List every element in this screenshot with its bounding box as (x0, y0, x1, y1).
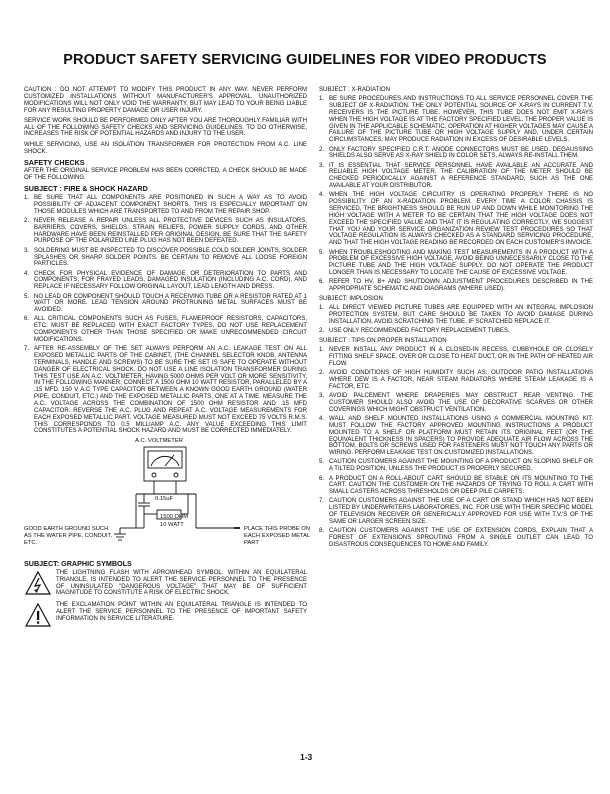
leakage-test-diagram (24, 438, 311, 556)
list-item (24, 294, 307, 315)
list-item-text: ONLY FACTORY SPECIFIED C.R.T. ANODE CONNECTORS MUST BE USED. DEGAUSSING SHIELDS ALSO SERVE AS X-RAY SHIELD IN COLOR SETS, ALWAYS RE-INSTALL THEM. (329, 146, 593, 160)
xray-heading: SUBJECT : X-RADIATION (319, 87, 391, 93)
capacitor-label: 0.15uF (155, 496, 174, 503)
list-item-text: NEVER RELEASE A REPAIR UNLESS ALL PROTECTIVE DEVICES SUCH AS INSULATORS, BARRIERS, COVERS, SHIELDS, STRAIN RELIEFS, POWER SUPPLY CORDS, AND OTHER HARDWARE HAVE BEEN REINSTALLED PER ORIGINAL DESIGN. BE SURE THAT THE SAFETY PURPOSE OF THE POLARIZED LINE PLUG HAS NOT BEEN DEFEATED. (34, 217, 307, 245)
list-item (24, 218, 307, 245)
list-item (319, 528, 593, 549)
lightning-symbol-text: THE LIGHTNING FLASH WITH APROWHEAD SYMBOL. WITHIN AN EQUILATERAL TRIANGLE, IS INTENDED TO ALERT THE SERVICE PERSONNEL TO THE PRESENCE OF UNINSULATED "DANGEROUS VOLTAGE" THAT MAY BE OF SUFFICIENT MAGNITUDE TO CONSTITUTE A RISK OF ELECTRIC SHOCK. (56, 569, 307, 597)
list-item (319, 192, 593, 247)
list-item (319, 147, 593, 161)
lightning-symbol-row (24, 570, 307, 598)
left-column (24, 87, 311, 634)
list-item-number: 3. (24, 247, 30, 254)
list-item-number: 3. (319, 393, 325, 400)
intro-paragraph: WHILE SERVICING, USE AN ISOLATION TRANSFORMER FOR PROTECTION FROM A.C. LINE SHOCK. (24, 141, 307, 155)
installation-tips-heading: SUBJECT : TIPS ON PROPER INSTALLATION (319, 337, 447, 344)
list-item-text: IT IS ESSENTIAL THAT SERVICE PERSONNEL HAVE AVAILABLE AN ACCURATE AND RELIABLE HIGH VOLTAGE METER. THE CALIBRATION OF THE METER SHOULD BE CHECKED PERIODICALLY AGAINST A REFERENCE STANDARD, SUCH AS THE ONE AVAILABLE AT YOUR DISTRIBUTOR. (329, 162, 593, 190)
list-item (319, 305, 593, 326)
list-item (319, 393, 593, 414)
list-item-number: 1. (24, 195, 30, 202)
list-item-number: 4. (319, 415, 325, 422)
list-item-number: 1. (319, 96, 325, 103)
lightning-triangle-icon (24, 570, 56, 598)
list-item-number: 2. (319, 370, 325, 377)
list-item-text: CHECK FOR PHYSICAL EVIDENCE OF DAMAGE OR DETERIORATION TO PARTS AND COMPONENTS, FOR FRAYED LEADS, DAMAGED INSULATION (INCLUDING A.C. CORD), AND REPLACE IF NECESSARY FOLLOW ORIGINAL LAYOUT, LEAD LENGTH AND DRESS. (34, 270, 307, 291)
safety-checks-text: AFTER THE ORIGINAL SERVICE PROBLEM HAS BEEN CORRCTED, A CHECK SHOULD BE MADE OF THE FOLLOWING. (24, 168, 307, 182)
list-item-number: 4. (24, 270, 30, 277)
list-item-number: 5. (319, 459, 325, 466)
safety-checks-heading: SAFETY CHECKS (24, 157, 85, 167)
list-item-text: REFER TO HV, B+ AND SHUTDOWN ADJUSTMENT PROCEDURES DESCRIBED IN THE APPROPRIATE SCHEMATIC AND DIAGRAMS (WHERE USED). (329, 279, 593, 293)
list-item-number: 2. (319, 328, 325, 335)
list-item-text: USE ONLY RECOMMENDED FACTORY REPLACEMENT TUBES. (329, 328, 510, 335)
list-item (319, 250, 593, 277)
intro-section (24, 87, 307, 155)
list-item-text: WHEN THE HIGH VOLTAGE CIRCUITRY IS OPERATING PROPERLY THERE IS NO POSSIBILITY OF AN X-RADIATION PROBLEM. EVERY TIME A COLOR CHASSIS IS SERVICED, THE BRIGHTNESS SHOULD BE RUN UP AND DOWN WHILE MONITORING THE HIGH VOLTAGE WITH A METER TO BE CERTAIN THAT THE HIGH VOLTAGE DOES NOT EXCEED THE SPECIFIED VALUE AND THAT IT IS REGULATING CORRECTLY, WE SUGGEST THAT YOU AND YOUR SERVICE ORGANIZATION REVIEW TEST PROCEDURES SO THAT VOLTAGE REGULATION IS ALWAYS CHECKED AS A STANDARD SERVICING PROCEDURE, AND THAT THE HIGH VOLTAGE READING BE RECORDED ON EACH CUSTOMER'S INVOICE. (329, 192, 593, 247)
list-item-number: 5. (24, 293, 30, 300)
graphic-symbols-heading: SUBJECT: GRAPHIC SYMBOLS (24, 559, 132, 569)
list-item-number: 3. (319, 162, 325, 169)
page-number: 1-3 (300, 752, 313, 762)
list-item (319, 459, 593, 473)
voltmeter-terminal-left (152, 473, 156, 477)
list-item-text: WALL AND SHELF MOUNTED INSTALLATIONS USING A COMMERCIAL MOUNTING KIT. MUST FOLLOW THE FACTORY APPROVED MOUNTING INSTRUCTIONS A PRODUCT MOUNTED TO A SHELF OR PLATFORM MUST RETAIN ITS ORIGINAL FEET (OR THE EQUIVALENT THICKNESS IN SPACERS) TO PROVIDE ADEQUATE AIR FLOW ACROSS THE BOTTOM. BOLTS OR SCREWS USED FOR FASTENERS MUST NOT TOUCH ANY PARTS OR WIRING. PERFORM LEAKAGE TEST ON CUSTOMIZED INSTALLATIONS. (329, 415, 593, 457)
list-item (319, 347, 593, 368)
list-item (319, 96, 593, 144)
list-item-text: A PRODUCT ON A ROLL-ABOUT CART SHOULD BE STABLE ON ITS MOUNTING TO THE CART. CAUTION THE CUSTOMER ON THE HAZARDS OF TRYING TO ROLL A CART WITH SMALL CASTERS ACROSS THRESHOLDS OR DEEP PILE CARPETS. (329, 475, 593, 496)
list-item-text: NEVER INSTALL ANY PRODUCT IN A CLOSED-IN RECESS, CUBBYHOLE OR CLOSELY FITTING SHELF SPACE. OVER OR CLOSE TO HEAT DUCT, OR IN THE PATH OF HEATED AIR FLOW. (329, 347, 593, 367)
exclamation-symbol-row (24, 602, 307, 630)
list-item (319, 498, 593, 525)
list-item-number: 6. (319, 279, 325, 286)
earth-ground-label: GOOD EARTH GROUND SUCH AS THE WATER PIPE, CONDUIT, ETC. (24, 526, 113, 547)
list-item-text: ALL CRITICAL COMPONENTS SUCH AS FUSES, FLAMEPROOF RESISTORS, CAPACITORS, ETC. MUST BE REPLACED WITH EXACT FACTORY TYPES, DO NOT USE REPLACEMENT COMPONENTS OTHER THAN THOSE SPECIFIED OR MAKE UNRECOMMENDED CIRCUIT MODIFICATIONS. (34, 316, 307, 344)
fire-shock-heading: SUBJECT : FIRE & SHOCK HAZARD (24, 184, 148, 194)
voltmeter-box (144, 447, 186, 481)
list-item-number: 6. (319, 475, 325, 482)
implosion-list (319, 305, 593, 335)
resistor-ohm-label: 1500 OHM (160, 514, 189, 521)
list-item-text: ALL DIRECT VIEWED PICTURE TUBES ARE EQUIPPED WITH AN INTEGRAL IMPLOSION PROTECTION SYSTEM, BUT CARE SHOULD BE TAKEN TO AVOID DAMAGE DURING INSTALLATION, AVOID SCRATCHING THE TUBE. IF SCRATCHED REPLACE IT. (329, 305, 593, 325)
list-item-number: 6. (24, 316, 30, 323)
page-title: PRODUCT SAFETY SERVICING GUIDELINES FOR VIDEO PRODUCTS (63, 52, 547, 68)
list-item-text: NO LEAD OR COMPONENT SHOULD TOUCH A RECEIVING TUBE OR A RESISTOR RATED AT 1 WATT OR MORE. LEAD TENSION AROUND PROTRUNING METAL SURFACES MUST BE AVOIDED. (34, 293, 307, 314)
list-item (24, 195, 307, 216)
list-item-text: AFTER RE-ASSEMBLY OF THE SET ALWAYS PERFORM AN A.C. LEAKAGE TEST ON ALL EXPOSED METALLIC PARTS OF THE CABINET, (THE CHANNEL SELECTOR KNOB, ANTENNA TERMINALS, HANDLE AND SCREWS) TO BE SURE THE SET IS SAFE TO OPERATE WITHOUT DANGER OF ELECTRICAL SHOCK. DO NOT USE A LINE ISOLATION TRANSFORMER DURING THIS TEST USE AN A.C. VOLTMETER, HAVING 5000 OHMS PER VOLT OR MORE SENSITIVITY, IN THE FOLLOWING MANNER; CONNECT A 1500 OHM 10 WATT RESISTOR, PARALLELED BY A .15 MFD. 150 V A.C TYPE CAPACITOR BETWEEN A KNOWN GOOD EARTH GROUND (WATER PIPE, CONDUIT, ETC.) AND THE EXPOSED METALLIC PARTS, ONE AT A TIME. MEASURE THE A.C. VOLTAGE ACROSS THE COMBINATION OF 1500 OHM RESISTOR AND .15 MFD CAPACITOR. REVERSE THE A.C. PLUG AND REPEAT A.C. VOLTAGE MEASUREMENTS FOR EACH EXPOSED METALLIC PART. VOLTAGE MEASURED MUST NOT EXCEED 75 VOLTS R.M.S. THIS CORRESPONDS TO 0.5 MILLIAMP A.C. ANY VALUE EXCEEDING THIS LIMIT CONSTITUTES A POTENTIAL SHOCK HAZARD AND MUST BE CORRECTED IMMEDIATELY. (34, 346, 307, 435)
intro-paragraph: SERVICE WORK SHOULD BE PERFORMED ONLY AFTER YOU ARE THOROUGHLY FAMILIAR WITH ALL OF THE FOLLOWING SAFETY CHECKS AND SERVICING GUIDELINES. TO DO OTHERWISE, INCREASES THE RISK OF POTENTIAL HAZARDS AND INJURY TO THE USER. (24, 117, 307, 138)
list-item (319, 163, 593, 190)
list-item-text: SOLDERING MUST BE INSPECTED TO DISCOVER POSSIBLE COLD SOLDER JOINTS, SOLDER SPLASHES OR SHARP SOLDER POINTS. BE CERTAIN TO REMOVE ALL LOOSE FOREIGN PARTICLES. (34, 247, 307, 268)
list-item-text: CAUTION CUSTOMERS AGAINST THE MOUNTING OF A PRODUCT ON SLOPING SHELF OR A TILTED POSITION, UNLESS THE PRODUCT IS PROPERLY SECURED. (329, 459, 593, 473)
list-item (319, 328, 593, 335)
resistor-watt-label: 10 WATT (160, 522, 184, 529)
implosion-heading: SUBJECT: IMPLOSION (319, 295, 383, 302)
list-item (24, 248, 307, 269)
fire-shock-list (24, 195, 307, 435)
list-item (24, 271, 307, 292)
voltmeter-label: A.C. VOLTMETER (135, 438, 183, 445)
right-column (319, 87, 593, 552)
xray-list (319, 96, 593, 293)
voltmeter-scale (151, 457, 179, 467)
list-item (319, 370, 593, 391)
list-item-text: BE SURE PROCEDURES AND INSTRUCTIONS TO ALL SERVICE PERSONNEL COVER THE SUBJECT OF X-RADIATION. THE ONLY POTENTIAL SOURCE OF X-RAYS IN CURRENT T.V. RECEIVERS IS THE PICTURE TUBE. HOWEVER, THIS TUBE DOES NOT EMIT X-RAYS WHEN THE HIGH VOLTAGE IS AT THE FACTORY SPECIFIED LEVEL. THE PROPER VALUE IS GIVEN IN THE APPLICABLE SCHEMATIC. OPERATION AT HIGHER VOLTAGES MAY CAUSE A FAILURE OF THE PICTURE TUBE OR HIGH VOLTAGE SUPPLY AND, UNDER CERTAIN CIRCUMSTANCES, MAY PRODUCE RADIATION IN EXCESS OF DESIRABLE LEVELS. (329, 96, 593, 144)
list-item-text: WHEN TROUBLESHOOTING AND MAKING TEST MEASUREMENTS IN A PRODUCT WITH A PROBLEM OF EXCESSIVE HIGH VOLTAGE, AVOID BEING UNNECESSARILY CLOSE TO THE PICTURE TUBE AND THE HIGH VOLTAGE SUPPLY. DO NOT OPERATE THE PRODUCT LONGER THAN IS NECESSARY TO LOCATE THE CAUSE OF EXCESSIVE VOLTAGE. (329, 249, 593, 277)
list-item-text: CAUTION CUSTOMERS AGAINST THE USE OF EXTENSION CORDS, EXPLAIN THAT A FOREST OF EXTENSIONS SPROUTING FROM A SINGLE OUTLET CAN LEAD TO DISASTROUS CONSEQUENCES TO HOME AND FAMILY. (329, 528, 593, 548)
list-item-number: 2. (319, 146, 325, 153)
probe-label: PLACE THIS PROBE ON EACH EXPOSED METAL PART (244, 526, 311, 547)
list-item (24, 346, 307, 435)
list-item-number: 1. (319, 305, 325, 312)
list-item (319, 416, 593, 457)
list-item-number: 7. (24, 346, 30, 353)
list-item-text: AVOID PALCEMENT WHERE DRAPERIES MAY OBSTRUCT REAR VENTING. THE CUSTOMER SHOULD ALSO AVOID THE USE OF DECORATIVE SCARVES OR OTHER COVERINGS WHICH MIGHT OBSTRUCT VENTILATION. (329, 393, 593, 413)
list-item-number: 8. (319, 528, 325, 535)
list-item (24, 316, 307, 343)
voltmeter-terminal-right (174, 473, 178, 477)
list-item-number: 7. (319, 498, 325, 505)
intro-paragraph: CAUTION : DO NOT ATTEMPT TO MODIFY THIS PRODUCT IN ANY WAY. NEVER PERFORM CUSTOMIZED INSTALLATIONS WITHOUT MANUFACTURER'S APPROVAL. UNAUTHORIZED MODIFICATIONS WILL NOT ONLY VOID THE WARRANTY, BUT MAY LEAD TO YOUR BEING LIABLE FOR ANY RESULTING PROPERTY DAMAGE OR USER INJURY. (24, 87, 307, 114)
list-item-text: CAUTION CUSTOMERS AGAINST THE USE OF A CART OR STAND WHICH HAS NOT BEEN LISTED BY UNDERWRITERS LABORATORIES, INC. FOR USE WITH THEIR SPECIFIC MODEL OF TELEVISION RECEIVER OR GENERICALLY APPROVED FOR USE WITH T.V.'S OF THE SAME OR LARGER SCREEN SIZE. (329, 498, 593, 525)
list-item-text: BE SURE THAT ALL COMPONENTS ARE POSITIONED IN SUCH A WAY AS TO AVOID POSSIBILITY OF ADJACENT COMPONENT SHORTS. THIS IS ESPECIALLY IMPORTANT ON THOSE MODULES WHICH ARE TRANSPORTED TO AND FROM THE REPAIR SHOP. (34, 195, 307, 215)
list-item (319, 476, 593, 497)
exclamation-symbol-text: THE EXCLAMATION POINT WITHIN AN EQUILATERAL TRIANGLE IS INTENDED TO ALERT THE SERVICE PERSONNEL TO THE PRESENCE OF IMPORTANT SAFETY INFORMATION IN SERVICE LITERATURE. (56, 601, 307, 622)
list-item-number: 4. (319, 192, 325, 199)
list-item-number: 5. (319, 249, 325, 256)
list-item-number: 1. (319, 347, 325, 354)
installation-tips-list (319, 347, 593, 549)
list-item-number: 2. (24, 217, 30, 224)
exclamation-triangle-icon (24, 602, 56, 630)
list-item-text: AVOID CONDITIONS OF HIGH HUMIDITY SUCH AS: OUTDOOR PATIO INSTALLATIONS WHERE DEW IS A FACTOR, NEAR STEAM RADIATORS WHERE STEAM LEAKAGE IS A FACTOR, ETC. (329, 370, 593, 390)
list-item (319, 279, 593, 293)
